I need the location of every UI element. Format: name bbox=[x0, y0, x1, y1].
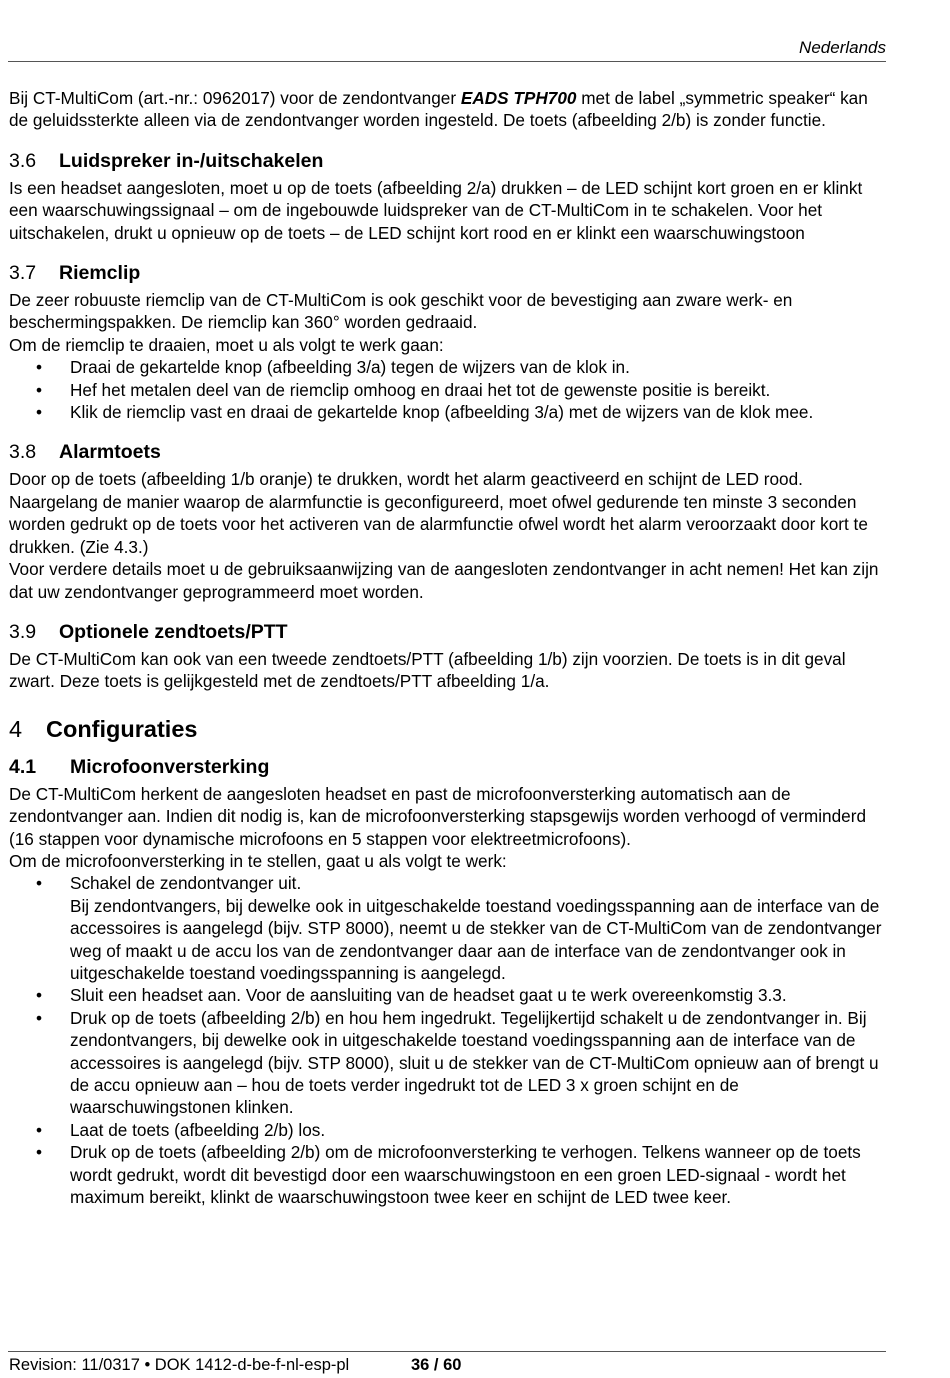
heading-title: Configuraties bbox=[46, 715, 198, 742]
heading-title: Riemclip bbox=[59, 262, 141, 285]
section-4-1-paragraph-2: Om de microfoonversterking in te stellen, gaat u als volgt te werk: bbox=[9, 850, 507, 871]
section-3-8-paragraph-1: Door op de toets (afbeelding 1/b oranje) te drukken, wordt het alarm geactiveerd en schijnt de LED rood. Naargelang de manier waarop de alarmfunctie is geconfigureerd, moet ofwel gedurende ten minste 3 seconden worden gedrukt op de toets voor het activeren van de alarmfunctie ofwel wordt het alarm veroorzaakt door kort te drukken. (Zie 4.3.) bbox=[9, 469, 868, 557]
footer-rule bbox=[8, 1351, 886, 1352]
bullet-icon: • bbox=[36, 1142, 43, 1163]
heading-title: Optionele zendtoets/PTT bbox=[59, 620, 288, 643]
section-3-8-paragraph-2: Voor verdere details moet u de gebruiksaanwijzing van de aangesloten zendontvanger in acht nemen! Het kan zijn dat uw zendontvanger geprogrammeerd moet worden. bbox=[9, 559, 879, 602]
list-item-text: Laat de toets (afbeelding 2/b) los. bbox=[70, 1119, 326, 1140]
heading-3-7 bbox=[9, 261, 889, 285]
list-item bbox=[9, 872, 889, 984]
heading-number: 3.6 bbox=[9, 149, 37, 172]
header-language: Nederlands bbox=[799, 38, 886, 57]
heading-number: 3.7 bbox=[9, 262, 37, 285]
list-item-subtext: Bij zendontvangers, bij dewelke ook in uitgeschakelde toestand voedingsspanning aan de interface van de accessoires is aangelegd (bijv. STP 8000), neemt u de stekker van de CT-MultiCom van de zendontvanger weg of maakt u de accu los van de zendontvanger daar aan de interface van de zendontvanger ook in uitgeschakelde toestand voedingsspanning is aangelegd. bbox=[70, 895, 882, 983]
list-item-text: Schakel de zendontvanger uit. bbox=[70, 873, 302, 894]
bullet-icon: • bbox=[36, 1119, 43, 1140]
list-item bbox=[9, 379, 889, 401]
section-3-6-paragraph: Is een headset aangesloten, moet u op de toets (afbeelding 2/a) drukken – de LED schijnt kort groen en er klinkt een waarschuwingssignaal – om de ingebouwde luidspreker van de CT-MultiCom in te schakelen. Voor het uitschakelen, drukt u opnieuw op de toets – de LED schijnt kort rood en er klinkt een waarschuwingstoon bbox=[9, 177, 863, 243]
heading-3-8 bbox=[9, 440, 889, 464]
section-3-7-list bbox=[9, 356, 889, 423]
bullet-icon: • bbox=[36, 985, 43, 1006]
heading-title: Alarmtoets bbox=[59, 441, 161, 464]
bullet-icon: • bbox=[36, 873, 43, 894]
page-footer bbox=[9, 1355, 462, 1375]
list-item-text: Draai de gekartelde knop (afbeelding 3/a) tegen de wijzers van de klok in. bbox=[70, 357, 630, 378]
bullet-icon: • bbox=[36, 402, 43, 423]
bullet-icon: • bbox=[36, 379, 43, 400]
list-item bbox=[9, 1141, 889, 1208]
intro-text-1: Bij CT-MultiCom (art.-nr.: 0962017) voor de zendontvanger bbox=[9, 88, 461, 108]
section-3-9-paragraph: De CT-MultiCom kan ook van een tweede zendtoets/PTT (afbeelding 1/b) zijn voorzien. De toets is in dit geval zwart. Deze toets is gelijkgesteld met de zendtoets/PTT afbeelding 1/a. bbox=[9, 648, 846, 692]
heading-number: 3.8 bbox=[9, 441, 37, 464]
heading-3-9 bbox=[9, 620, 889, 644]
heading-title: Luidspreker in-/uitschakelen bbox=[59, 149, 324, 172]
footer-revision: Revision: 11/0317 • DOK 1412-d-be-f-nl-esp-pl bbox=[9, 1356, 350, 1374]
intro-paragraph bbox=[9, 87, 889, 132]
list-item-text: Sluit een headset aan. Voor de aansluiting van de headset gaat u te werk overeenkomstig 3.3. bbox=[70, 985, 787, 1006]
section-3-7-paragraph-2: Om de riemclip te draaien, moet u als volgt te werk gaan: bbox=[9, 334, 444, 355]
intro-emphasis: EADS TPH700 bbox=[460, 88, 577, 108]
heading-number: 4 bbox=[9, 715, 23, 742]
bullet-icon: • bbox=[36, 1007, 43, 1028]
list-item-text: Druk op de toets (afbeelding 2/b) en hou hem ingedrukt. Tegelijkertijd schakelt u de zendontvanger in. Bij zendontvangers, bij dewelke ook in uitgeschakelde toestand voedingsspanning aan de interface van de accessoires is aangelegd (bijv. STP 8000), sluit u de stekker van de CT-MultiCom opnieuw aan of brengt u de accu opnieuw aan – hou de toets verder ingedrukt tot de LED 3 x groen schijnt en de waarschuwingstonen klinken. bbox=[70, 1007, 879, 1118]
heading-number: 4.1 bbox=[9, 755, 37, 778]
section-4-1-paragraph-1: De CT-MultiCom herkent de aangesloten headset en past de microfoonversterking automatisch aan de zendontvanger aan. Indien dit nodig is, kan de microfoonversterking stapsgewijs worden verhoogd of verminderd (16 stappen voor dynamische microfoons en 5 stappen voor elektreetmicrofoons). bbox=[9, 783, 867, 849]
heading-4 bbox=[9, 715, 889, 743]
list-item-text: Druk op de toets (afbeelding 2/b) om de microfoonversterking te verhogen. Telkens wanneer op de toets wordt gedrukt, wordt dit bevestigd door een waarschuwingstoon en een groen LED-signaal - wordt het maximum bereikt, klinkt de waarschuwingstoon twee keer en schijnt de LED twee keer. bbox=[70, 1142, 861, 1208]
section-3-7-paragraph-1: De zeer robuuste riemclip van de CT-MultiCom is ook geschikt voor de bevestiging aan zware werk- en beschermingspakken. De riemclip kan 360° worden gedraaid. bbox=[9, 290, 793, 333]
heading-number: 3.9 bbox=[9, 620, 37, 643]
list-item-text: Klik de riemclip vast en draai de gekartelde knop (afbeelding 3/a) met de wijzers van de klok mee. bbox=[70, 402, 814, 423]
list-item bbox=[9, 984, 889, 1006]
list-item bbox=[9, 401, 889, 423]
list-item bbox=[9, 356, 889, 378]
heading-3-6 bbox=[9, 149, 889, 173]
heading-4-1 bbox=[9, 755, 889, 779]
intro-text-2: met de label „symmetric speaker“ kan de geluidssterkte alleen via de zendontvanger worden ingesteld. De toets (afbeelding 2/b) is zonder functie. bbox=[9, 88, 868, 131]
bullet-icon: • bbox=[36, 357, 43, 378]
page-number: 36 / 60 bbox=[411, 1356, 462, 1374]
heading-title: Microfoonversterking bbox=[70, 755, 270, 778]
section-4-1-list bbox=[9, 872, 889, 1208]
list-item-text: Hef het metalen deel van de riemclip omhoog en draai het tot de gewenste positie is bereikt. bbox=[70, 379, 771, 400]
header-rule bbox=[8, 61, 886, 62]
list-item bbox=[9, 1119, 889, 1141]
list-item bbox=[9, 1007, 889, 1119]
page-content bbox=[9, 87, 889, 1208]
